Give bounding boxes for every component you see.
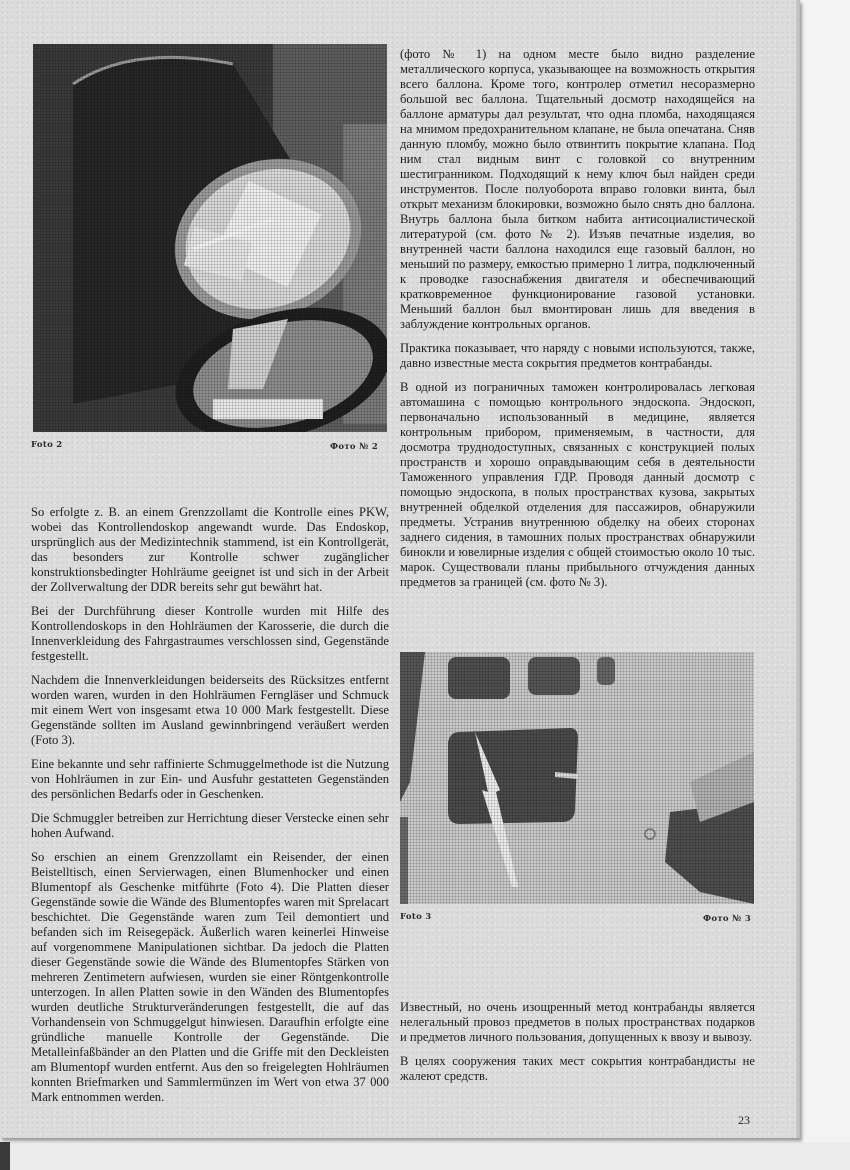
photo-gas-cylinder-illustration xyxy=(33,44,387,432)
scanner-right-margin xyxy=(802,0,850,1142)
paragraph: В одной из пограничных таможен контролировалась легковая автомашина с помощью контрольного эндоскопа. Эндоскоп, первоначально использованный в медицине, является контрольным прибором, применяемым, в частности, для досмотра труднодоступных, связанных с конструкцией полых пространств и хорошо оправдывающим себя в деятельности Таможенного управления ГДР. Проводя данный досмотр с помощью эндоскопа, в полых пространствах кузова, закрытых внутренней обделкой отделения для пассажиров, обнаружили предметы. Устранив внутреннюю обделку на обеих сторонах заднего сидения, в тамошних полых пространствах обнаружили бинокли и ювелирные изделия с общей стоимостью около 10 тыс. марок. Существовали планы прибыльного отчуждения данных предметов за границей (см. фото № 3). xyxy=(400,380,755,589)
paragraph: So erschien an einem Grenzzollamt ein Reisender, der einen Beistelltisch, einen Servierwagen, einen Blumenhocker und einen Blumentopf als Geschenke mitführte (Foto 4). Die Platten dieser Gegenstände sowie die Wände des Blumentopfes waren mit Sprelacart beschichtet. Die Gegenstände waren zum Teil demontiert und befanden sich im Reisegepäck. Äußerlich waren keinerlei Hinweise auf vorgenommene Manipulationen sichtbar. Da jedoch die Platten dieser Gegenstände sowie die Wände des Blumentopfes Stärken von mehreren Zentimetern aufwiesen, wurden sie einer Röntgenkontrolle unterzogen. In allen Platten sowie in den Wänden des Blumentopfes wurden deutliche Strukturveränderungen festgestellt, die auf das Vorhandensein von Schmuggelgut hinwiesen. Daraufhin erfolgte eine gründliche manuelle Kontrolle der Gegenstände. Die Metalleinfaßbänder an den Platten und die Griffe mit den Deckleisten am Blumentopf wurden entfernt. Aus den so freigelegten Hohlräumen konnten Briefmarken und Sammlermünzen im Wert von etwa 37 000 Mark entnommen werden. xyxy=(31,850,389,1104)
page-edge xyxy=(796,0,800,1138)
photo2-caption-ru: Фото № 2 xyxy=(330,442,379,452)
paragraph: Практика показывает, что наряду с новыми используются, также, давно известные места сокрытия предметов контрабанды. xyxy=(400,341,755,370)
scanner-bed-edge xyxy=(0,1142,10,1170)
scanner-bed-strip xyxy=(0,1142,850,1170)
german-column xyxy=(31,505,389,1114)
photo-gas-cylinder xyxy=(33,44,387,432)
photo3-caption-ru: Фото № 3 xyxy=(703,914,752,924)
paragraph: Die Schmuggler betreiben zur Herrichtung dieser Verstecke einen sehr hohen Aufwand. xyxy=(31,811,389,840)
paragraph: Nachdem die Innenverkleidungen beiderseits des Rücksitzes entfernt worden waren, wurden in den Hohlräumen Ferngläser und Schmuck mit einem Wert von insgesamt etwa 10 000 Mark festgestellt. Diese Gegenstände sollten im Ausland gewinnbringend veräußert werden (Foto 3). xyxy=(31,673,389,747)
paragraph: Bei der Durchführung dieser Kontrolle wurden mit Hilfe des Kontrollendoskops in den Hohlräumen der Karosserie, die durch die Innenverkleidung des Fahrgastraumes verschlossen sind, Gegenstände festgestellt. xyxy=(31,604,389,663)
paragraph: So erfolgte z. B. an einem Grenzzollamt die Kontrolle eines PKW, wobei das Kontrollendoskop angewandt wurde. Das Endoskop, ursprünglich aus der Medizintechnik stammend, ist ein Kontrollgerät, das besonders zur Kontrolle schwer zugänglicher konstruktionsbedingter Hohlräume geeignet ist und sich in der Arbeit der Zollverwaltung der DDR bereits sehr gut bewährt hat. xyxy=(31,505,389,594)
paragraph: Известный, но очень изощренный метод контрабанды является нелегальный провоз предметов в полых пространствах подарков и предметов личного пользования, допущенных к ввозу и вывозу. xyxy=(400,1000,755,1044)
photo3-caption-de: Foto 3 xyxy=(400,912,432,922)
paragraph: (фото № 1) на одном месте было видно разделение металлического корпуса, указывающее на возможность открытия всего баллона. Кроме того, контролер отметил несоразмерно большой вес баллона. Тщательный досмотр находящейся на баллоне арматуры дал результат, что одна пломба, находящаяся на мнимом предохранительном клапане, не была опечатана. Сняв данную пломбу, можно было отвинтить покрытие клапана. Под ним стал видным винт с головкой со внутренним шестигранником. Подходящий к нему ключ был найден среди инструментов. После полуоборота вправо головки винта, был открыт механизм блокировки, возможно было снять дно баллона. Внутрь баллона была битком набита антисоциалистической литературой (см. фото № 2). Изъяв печатные изделия, во внутренней части баллона находился еще газовый баллон, но меньший по размеру, емкостью примерно 1 литра, подключенный к проводке газоснабжения двигателя и обеспечивающий кратковременное функционирование газовой установки. Меньший баллон был вмонтирован лишь для введения в заблуждение контрольных органов. xyxy=(400,47,755,331)
photo-car-cavity xyxy=(400,652,754,904)
photo-car-cavity-illustration xyxy=(400,652,754,904)
paragraph: Eine bekannte und sehr raffinierte Schmuggelmethode ist die Nutzung von Hohlräumen in zur Ein- und Ausfuhr gestatteten Gegenständen des persönlichen Bedarfs oder in Geschenken. xyxy=(31,757,389,801)
page-number: 23 xyxy=(738,1113,750,1127)
russian-column-top xyxy=(400,47,755,599)
paragraph: В целях сооружения таких мест сокрытия контрабандисты не жалеют средств. xyxy=(400,1054,755,1083)
photo2-caption-de: Foto 2 xyxy=(31,440,63,450)
russian-column-bottom xyxy=(400,1000,755,1093)
